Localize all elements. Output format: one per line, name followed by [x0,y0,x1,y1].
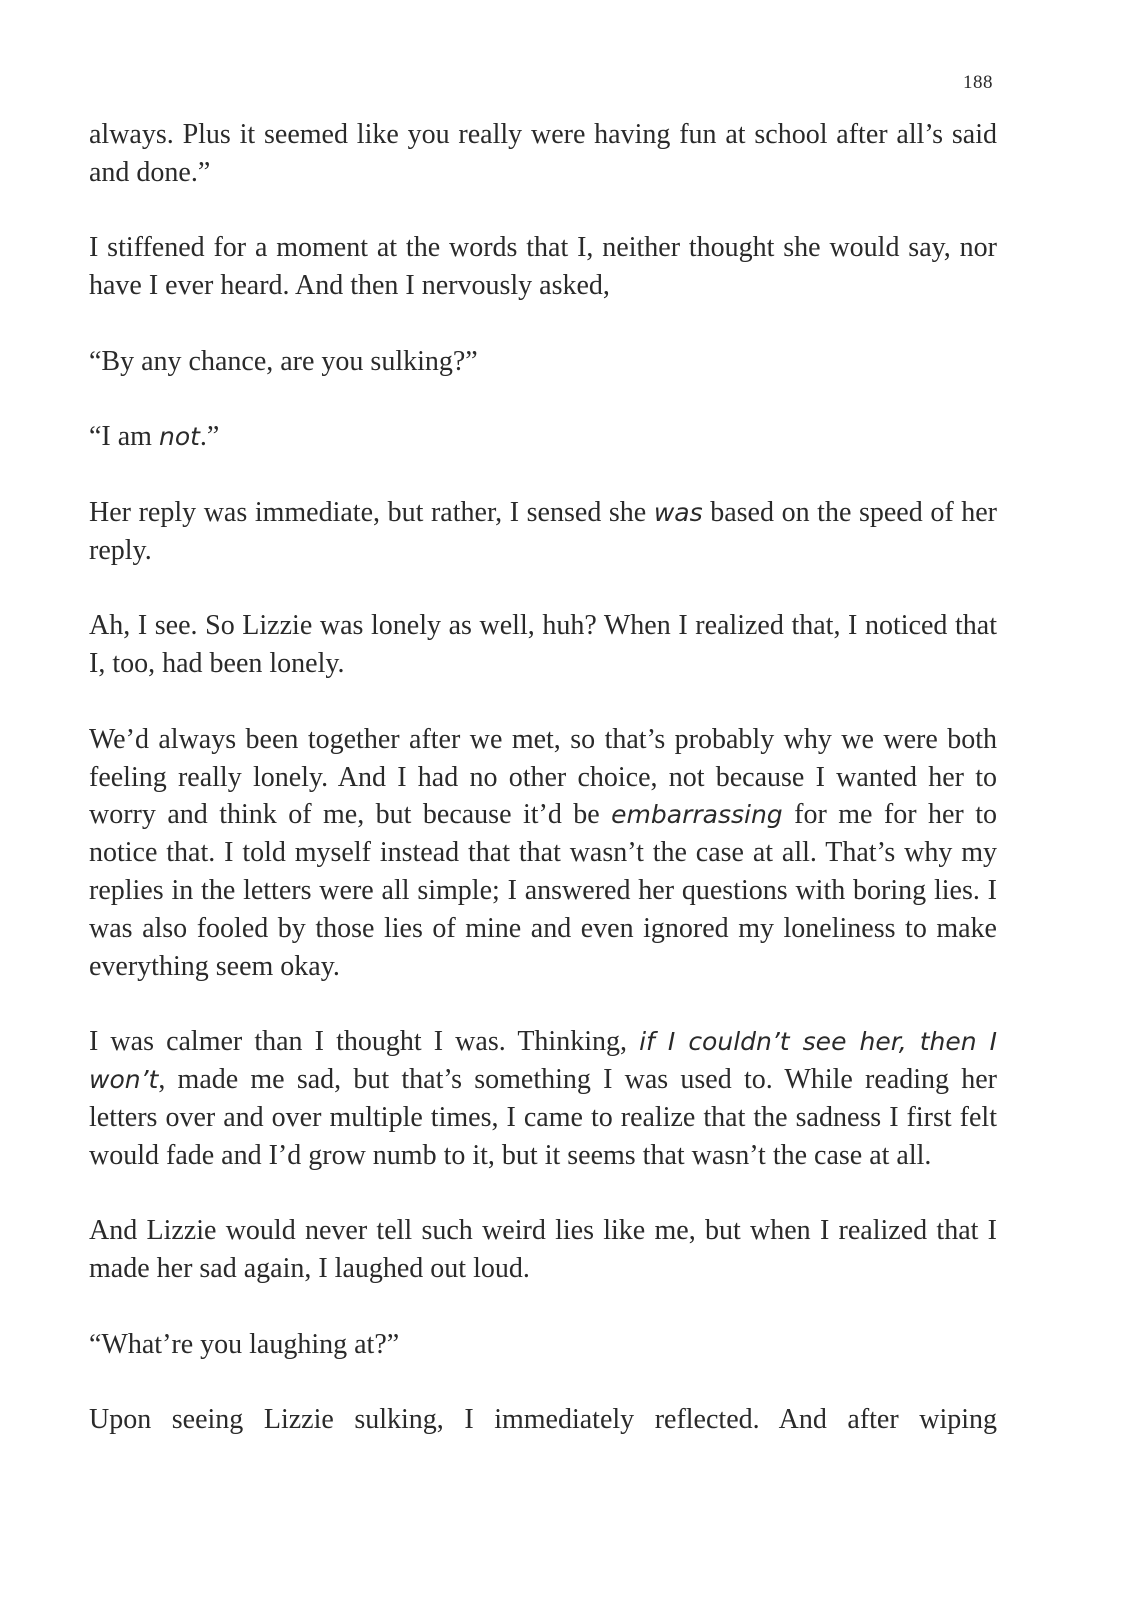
paragraph [89,418,997,456]
paragraph [89,1212,997,1288]
text-run: always. Plus it seemed like you really were having fun at school after all’s said and done.” [89,119,997,188]
text-run: I stiffened for a moment at the words that I, neither thought she would say, nor have I ever heard. And then I nervously asked, [89,232,997,302]
text-run: I was calmer than I thought I was. Thinking, [89,1026,640,1058]
italic-text-run: was [653,497,703,527]
paragraph [89,343,997,381]
paragraph [89,116,997,192]
paragraph [89,1326,997,1364]
italic-text-run: embarrassing [611,800,783,830]
text-run: “I am [89,421,159,453]
text-body [89,116,997,1439]
italic-text-run: if I couldn’t see her, then I won’t [89,1027,997,1094]
paragraph [89,1023,997,1174]
text-run: Ah, I see. So Lizzie was lonely as well, huh? When I realized that, I noticed that I, too, had been lonely. [89,610,997,680]
text-run: .” [199,421,220,453]
text-run: “By any chance, are you sulking?” [89,345,478,377]
paragraph [89,1401,997,1439]
italic-text-run: not [158,422,200,452]
paragraph [89,494,997,570]
paragraph [89,607,997,683]
page-number: 188 [963,72,993,93]
paragraph [89,229,997,305]
text-run: , made me sad, but that’s something I was used to. While reading her letters over and over multiple times, I came to realize that the sadness I first felt would fade and I’d grow numb to it, but it seems that wasn’t the case at all. [89,1063,997,1171]
text-run: And Lizzie would never tell such weird lies like me, but when I realized that I made her sad again, I laughed out loud. [89,1215,997,1284]
text-run: “What’re you laughing at?” [89,1328,400,1360]
text-run: Upon seeing Lizzie sulking, I immediately reflected. And after wiping [89,1404,997,1436]
text-run: for me for her to notice that. I told myself instead that that wasn’t the case at all. That’s why my replies in the letters were all simple; I answered her questions with boring lies. I was also fooled by those lies of mine and even ignored my loneliness to make everything seem okay. [89,799,997,982]
text-run: Her reply was immediate, but rather, I sensed she [89,496,654,528]
text-run: We’d always been together after we met, so that’s probably why we were both feeling really lonely. And I had no other choice, not because I wanted her to worry and think of me, but because it’d be [89,723,997,831]
text-run: based on the speed of her reply. [89,496,998,566]
paragraph [89,721,997,986]
